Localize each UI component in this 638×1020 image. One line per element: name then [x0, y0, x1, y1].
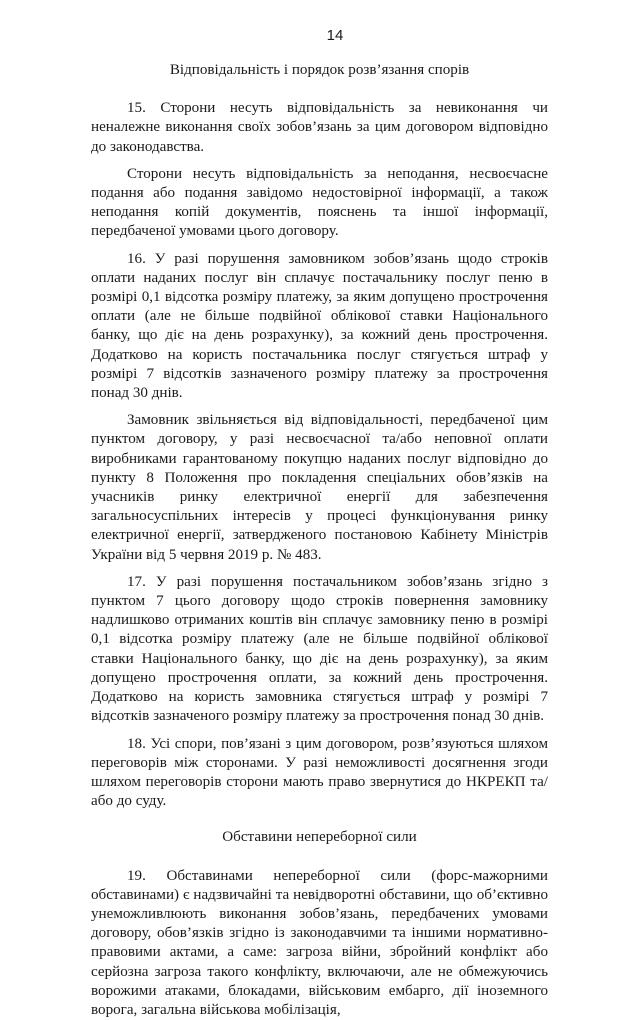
paragraph-16-exemption: Замовник звільняється від відповідальності, передбаченої цим пунктом договору, у разі несвоєчасної та/або неповної оплати виробниками гарантованому покупцю наданих послуг відповідно до пункту 8 Положення про покладення спеціальних обов’язків на учасників ринку електричної енергії для забезпечення загальносуспільних інтересів у процесі функціонування ринку електричної енергії, затвердженого постановою Кабінету Міністрів України від 5 червня 2019 р. № 483.: [91, 412, 548, 563]
section-heading-liability: Відповідальність і порядок розв’язання спорів: [169, 62, 470, 78]
page-number: 14: [326, 27, 344, 44]
paragraph-17: 17. У разі порушення постачальником зобов’язань згідно з пунктом 7 цього договору щодо строків повернення замовнику надлишково отриманих коштів він сплачує замовнику пеню в розмірі 0,1 відсотка розміру платежу (але не більше подвійної облікової ставки Національного банку, що діє на день розрахунку), за яким допущено прострочення оплати, за кожний день прострочення. Додатково на користь замовника стягується штраф у розмірі 7 відсотків зазначеного розміру платежу за прострочення понад 30 днів.: [91, 573, 548, 725]
paragraph-15: 15. Сторони несуть відповідальність за невиконання чи неналежне виконання своїх зобов’язань за цим договором відповідно до законодавства.: [91, 100, 548, 155]
paragraph-19: 19. Обставинами непереборної сили (форс-мажорними обставинами) є надзвичайні та невідворотні обставини, що об’єктивно унеможливлюють виконання зобов’язань, передбачених умовами договору, обов’язків згідно із законодавчими та іншими нормативно-правовими актами, а саме: загроза війни, збройний конфлікт або серйозна загроза такого конфлікту, включаючи, але не обмежуючись ворожими атаками, блокадами, військовим ембарго, дії іноземного ворога, загальна військова мобілізація,: [91, 867, 548, 1018]
section-heading-force-majeure: Обставини непереборної сили: [222, 829, 417, 846]
paragraph-16: 16. У разі порушення замовником зобов’язань щодо строків оплати наданих послуг він сплачує постачальнику послуг пеню в розмірі 0,1 відсотка розміру платежу, за яким допущено прострочення оплати (але не більше подвійної облікової ставки Національного банку, що діє на день розрахунку), за кожний день прострочення. Додатково на користь постачальника послуг стягується штраф у розмірі 7 відсотків зазначеного розміру платежу за прострочення понад 30 днів.: [91, 250, 548, 402]
paragraph-18: 18. Усі спори, пов’язані з цим договором, розв’язуються шляхом переговорів між сторонами. У разі неможливості досягнення згоди шляхом переговорів сторони мають право звернутися до НКРЕКП та/або до суду.: [91, 735, 548, 810]
page-content: [91, 61, 548, 1020]
paragraph-15-reporting: Сторони несуть відповідальність за неподання, несвоєчасне подання або подання завідомо недостовірної інформації, а також неподання копій документів, пояснень та іншої інформації, передбаченої умовами цього договору.: [91, 165, 548, 240]
